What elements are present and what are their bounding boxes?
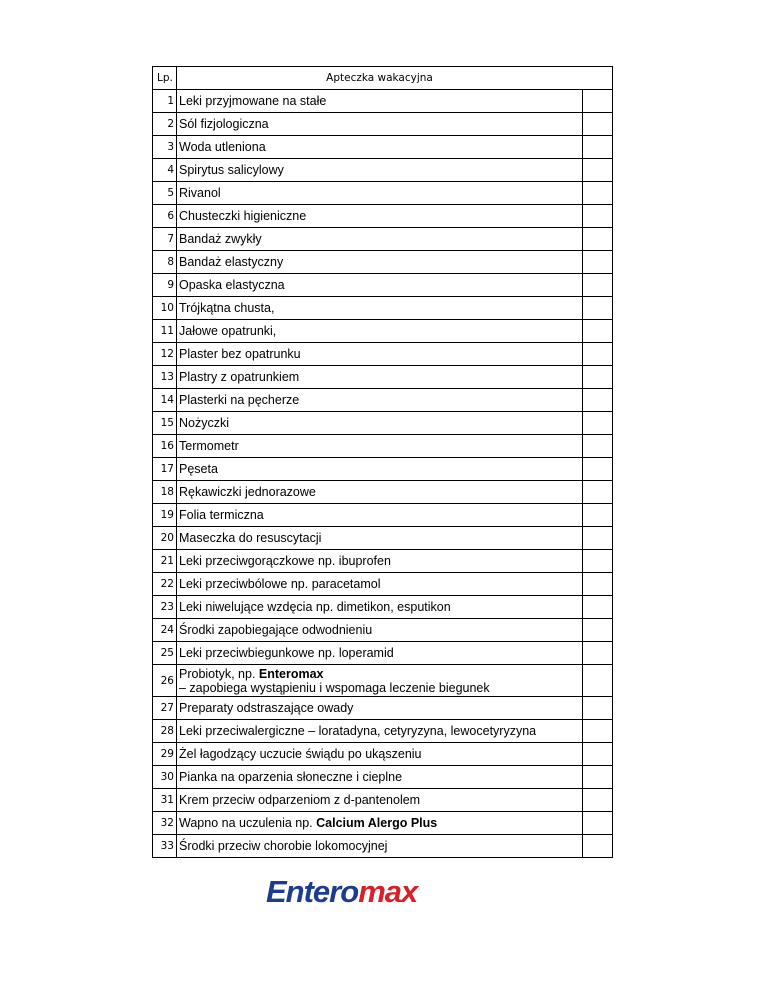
item-name: Bandaż zwykły [177, 228, 583, 251]
table-row [153, 251, 613, 274]
item-name: Spirytus salicylowy [177, 159, 583, 182]
item-name: Maseczka do resuscytacji [177, 527, 583, 550]
table-row [153, 320, 613, 343]
table-row [153, 481, 613, 504]
table-row [153, 550, 613, 573]
table-row [153, 720, 613, 743]
item-checkbox[interactable] [583, 642, 613, 665]
table-row [153, 642, 613, 665]
table-row [153, 297, 613, 320]
item-checkbox[interactable] [583, 812, 613, 835]
table-row [153, 835, 613, 858]
table-row [153, 697, 613, 720]
table-row [153, 90, 613, 113]
item-name: Jałowe opatrunki, [177, 320, 583, 343]
item-checkbox[interactable] [583, 789, 613, 812]
item-checkbox[interactable] [583, 458, 613, 481]
table-row [153, 743, 613, 766]
item-number: 14 [153, 389, 177, 412]
item-name: Trójkątna chusta, [177, 297, 583, 320]
item-checkbox[interactable] [583, 389, 613, 412]
table-row [153, 412, 613, 435]
item-number: 4 [153, 159, 177, 182]
item-name: Woda utleniona [177, 136, 583, 159]
item-name: Termometr [177, 435, 583, 458]
table-title: Apteczka wakacyjna [177, 67, 613, 90]
item-checkbox[interactable] [583, 550, 613, 573]
item-checkbox[interactable] [583, 320, 613, 343]
item-name: Pęseta [177, 458, 583, 481]
table-row [153, 812, 613, 835]
item-name: Leki przeciwgorączkowe np. ibuprofen [177, 550, 583, 573]
item-number: 31 [153, 789, 177, 812]
item-name: Preparaty odstraszające owady [177, 697, 583, 720]
item-checkbox[interactable] [583, 573, 613, 596]
item-name-prefix: Probiotyk, np. [179, 666, 259, 681]
item-checkbox[interactable] [583, 619, 613, 642]
table-row [153, 619, 613, 642]
number-column-header: Lp. [153, 67, 177, 90]
item-name: Leki przeciwbólowe np. paracetamol [177, 573, 583, 596]
item-number: 10 [153, 297, 177, 320]
item-checkbox[interactable] [583, 182, 613, 205]
item-number: 8 [153, 251, 177, 274]
item-number: 6 [153, 205, 177, 228]
item-checkbox[interactable] [583, 412, 613, 435]
item-name [177, 665, 583, 697]
table-row [153, 389, 613, 412]
item-name: Środki zapobiegające odwodnieniu [177, 619, 583, 642]
item-name-line2: – zapobiega wystąpieniu i wspomaga leczenie biegunek [179, 680, 490, 695]
item-checkbox[interactable] [583, 366, 613, 389]
item-name: Leki przyjmowane na stałe [177, 90, 583, 113]
logo-part-max: max [358, 874, 418, 909]
item-number: 29 [153, 743, 177, 766]
item-name: Folia termiczna [177, 504, 583, 527]
item-checkbox[interactable] [583, 205, 613, 228]
item-number: 5 [153, 182, 177, 205]
item-number: 27 [153, 697, 177, 720]
item-name: Plasterki na pęcherze [177, 389, 583, 412]
item-number: 19 [153, 504, 177, 527]
item-number: 21 [153, 550, 177, 573]
item-number: 2 [153, 113, 177, 136]
item-checkbox[interactable] [583, 665, 613, 697]
item-number: 3 [153, 136, 177, 159]
item-name: Rękawiczki jednorazowe [177, 481, 583, 504]
item-number: 11 [153, 320, 177, 343]
item-number: 16 [153, 435, 177, 458]
item-name: Pianka na oparzenia słoneczne i cieplne [177, 766, 583, 789]
item-checkbox[interactable] [583, 90, 613, 113]
table-row [153, 766, 613, 789]
item-checkbox[interactable] [583, 274, 613, 297]
table-row [153, 205, 613, 228]
item-name [177, 812, 583, 835]
item-number: 9 [153, 274, 177, 297]
item-name: Żel łagodzący uczucie świądu po ukąszeniu [177, 743, 583, 766]
table-row [153, 665, 613, 697]
table-row [153, 159, 613, 182]
logo-part-entero: Entero [266, 874, 359, 909]
item-name-prefix: Wapno na uczulenia np. [179, 816, 317, 830]
table-row [153, 136, 613, 159]
item-checkbox[interactable] [583, 743, 613, 766]
item-name: Nożyczki [177, 412, 583, 435]
item-number: 33 [153, 835, 177, 858]
item-name: Leki niwelujące wzdęcia np. dimetikon, esputikon [177, 596, 583, 619]
item-number: 15 [153, 412, 177, 435]
item-number: 13 [153, 366, 177, 389]
item-name: Sól fizjologiczna [177, 113, 583, 136]
item-name-line1 [179, 816, 437, 830]
item-name: Bandaż elastyczny [177, 251, 583, 274]
item-checkbox[interactable] [583, 835, 613, 858]
item-checkbox[interactable] [583, 159, 613, 182]
item-number: 25 [153, 642, 177, 665]
item-number: 26 [153, 665, 177, 697]
item-number: 20 [153, 527, 177, 550]
item-name: Rivanol [177, 182, 583, 205]
item-name-product: Calcium Alergo Plus [316, 816, 438, 830]
checklist-table [152, 66, 613, 858]
table-row [153, 596, 613, 619]
item-name: Opaska elastyczna [177, 274, 583, 297]
item-number: 22 [153, 573, 177, 596]
item-checkbox[interactable] [583, 504, 613, 527]
item-number: 7 [153, 228, 177, 251]
item-name: Chusteczki higieniczne [177, 205, 583, 228]
item-name: Plastry z opatrunkiem [177, 366, 583, 389]
item-checkbox[interactable] [583, 720, 613, 743]
item-number: 28 [153, 720, 177, 743]
item-checkbox[interactable] [583, 596, 613, 619]
item-name: Plaster bez opatrunku [177, 343, 583, 366]
item-number: 32 [153, 812, 177, 835]
table-row [153, 228, 613, 251]
item-number: 23 [153, 596, 177, 619]
item-number: 1 [153, 90, 177, 113]
item-checkbox[interactable] [583, 481, 613, 504]
table-row [153, 182, 613, 205]
table-row [153, 113, 613, 136]
item-checkbox[interactable] [583, 527, 613, 550]
table-row [153, 527, 613, 550]
table-row [153, 435, 613, 458]
item-checkbox[interactable] [583, 435, 613, 458]
item-name-product: Enteromax [258, 666, 324, 681]
table-row [153, 343, 613, 366]
item-number: 18 [153, 481, 177, 504]
table-header-row [153, 67, 613, 90]
item-name: Krem przeciw odparzeniom z d-pantenolem [177, 789, 583, 812]
item-number: 17 [153, 458, 177, 481]
item-name: Leki przeciwbiegunkowe np. loperamid [177, 642, 583, 665]
table-row [153, 366, 613, 389]
item-checkbox[interactable] [583, 343, 613, 366]
item-number: 12 [153, 343, 177, 366]
item-checkbox[interactable] [583, 136, 613, 159]
enteromax-logo [266, 872, 476, 912]
item-number: 24 [153, 619, 177, 642]
item-checkbox[interactable] [583, 228, 613, 251]
item-checkbox[interactable] [583, 113, 613, 136]
table-row [153, 274, 613, 297]
checklist-sheet [152, 66, 613, 858]
item-name: Środki przeciw chorobie lokomocyjnej [177, 835, 583, 858]
item-checkbox[interactable] [583, 697, 613, 720]
item-name-line1 [179, 667, 582, 681]
item-name: Leki przeciwalergiczne – loratadyna, cetyryzyna, lewocetyryzyna [177, 720, 583, 743]
table-row [153, 458, 613, 481]
item-checkbox[interactable] [583, 766, 613, 789]
table-row [153, 573, 613, 596]
item-checkbox[interactable] [583, 251, 613, 274]
item-number: 30 [153, 766, 177, 789]
table-row [153, 504, 613, 527]
table-row [153, 789, 613, 812]
item-checkbox[interactable] [583, 297, 613, 320]
